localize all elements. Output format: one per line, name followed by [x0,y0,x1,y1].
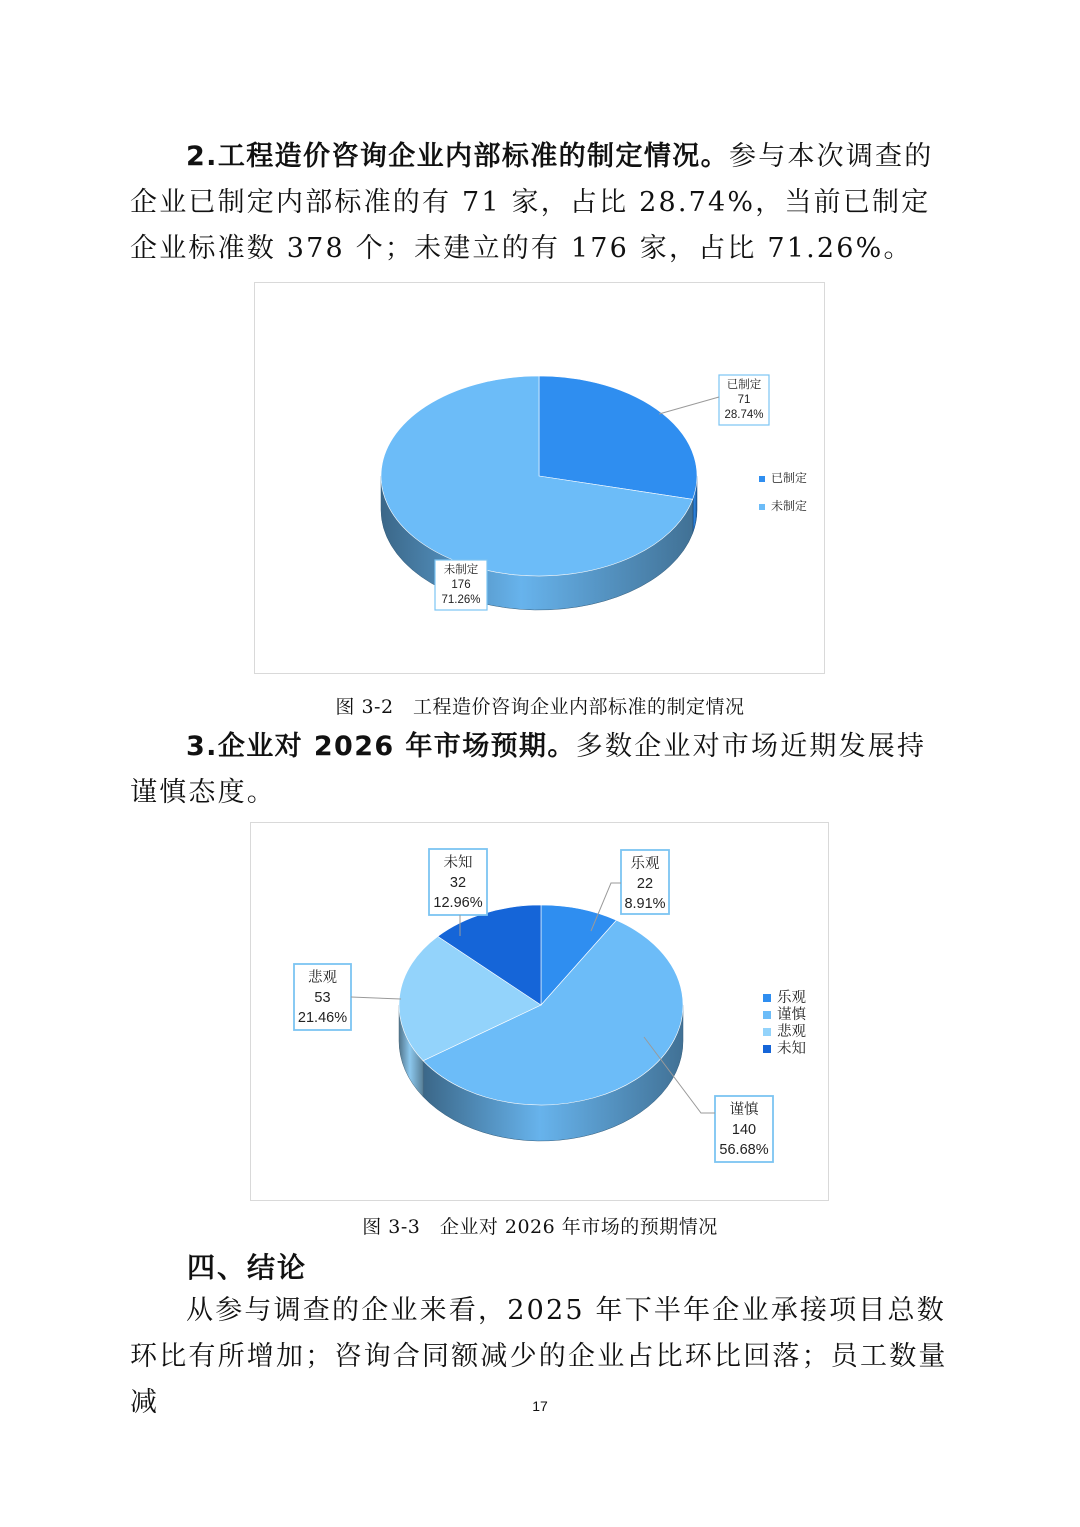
data-label-line: 28.74% [724,409,764,421]
chart-expectation-pie [250,822,829,1201]
figure2-caption: 图 3-2 工程造价咨询企业内部标准的制定情况 [335,696,745,718]
chart-standards-svg [255,283,826,675]
data-label-line: 140 [731,1122,757,1138]
data-label-line: 22 [636,876,654,892]
data-label-line: 未知 [443,855,473,871]
data-label-line: 56.68% [719,1142,769,1158]
legend-item [759,498,807,513]
data-label-line: 32 [449,875,467,891]
legend-label: 乐观 [777,990,806,1006]
legend-label: 悲观 [777,1024,806,1040]
data-label-line: 21.46% [297,1010,348,1026]
section4-paragraph: 从参与调查的企业来看，2025 年下半年企业承接项目总数环比有所增加；咨询合同额减少的企业占比环比回落；员工数量减 [130,1295,948,1418]
data-label-已制定 [659,375,769,425]
legend-label: 未知 [777,1041,806,1057]
data-label-line: 未制定 [443,564,479,576]
legend-item [759,470,807,485]
legend-swatch [759,476,765,482]
legend-label: 未制定 [771,499,808,513]
legend-label: 已制定 [771,471,808,485]
figure3-caption: 图 3-3 企业对 2026 年市场的预期情况 [362,1216,718,1238]
section2-body: 参与本次调查的企业已制定内部标准的有 71 家，占比 28.74%，当前已制定企业标准数 378 个；未建立的有 176 家，占比 71.26%。 [130,141,934,264]
leader-line [659,397,719,414]
legend-swatch [763,1045,771,1053]
legend-swatch [763,1028,771,1036]
section2-lead: 2.工程造价咨询企业内部标准的制定情况。 [186,141,730,172]
data-label-line: 12.96% [433,895,483,911]
data-label-悲观 [294,964,401,1030]
data-label-line: 8.91% [624,896,666,912]
data-label-未制定 [435,560,487,610]
data-label-line: 176 [451,579,471,591]
section2-paragraph [130,134,952,272]
chart-expectation-svg [251,823,830,1202]
legend-label: 谨慎 [777,1007,806,1023]
chart-legend [763,989,807,1057]
data-label-line: 悲观 [308,970,337,986]
page-number: 17 [532,1398,548,1414]
section4-heading: 四、结论 [187,1251,308,1284]
legend-swatch [763,1011,771,1019]
section3-lead: 3.企业对 2026 年市场预期。 [186,731,576,762]
legend-item [763,989,806,1006]
chart-legend [759,470,807,513]
legend-item [763,1005,807,1023]
data-label-line: 71 [737,394,751,406]
legend-swatch [759,504,765,510]
leader-line [351,997,401,999]
section3-paragraph [130,724,952,816]
section3-body: 多数企业对市场近期发展持谨慎态度。 [130,731,927,808]
legend-item [763,1040,806,1057]
data-label-line: 乐观 [630,856,660,872]
data-label-line: 已制定 [726,379,762,391]
legend-swatch [763,994,771,1002]
legend-item [763,1022,806,1040]
data-label-line: 谨慎 [729,1102,759,1118]
data-label-line: 53 [314,990,331,1006]
chart-standards-pie [254,282,825,674]
data-label-line: 71.26% [441,594,481,606]
